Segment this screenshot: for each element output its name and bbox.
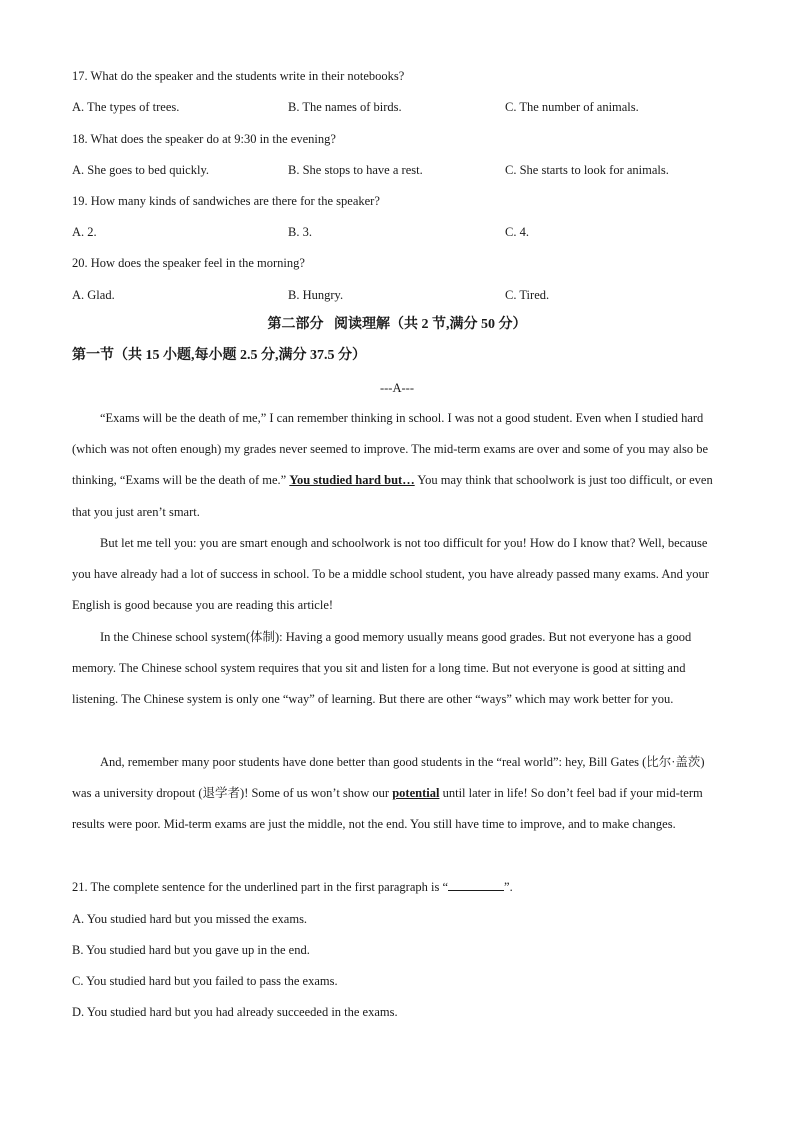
- q21-stem-a: 21. The complete sentence for the underlined part in the first paragraph is “: [72, 880, 449, 894]
- q21-option-c: C. You studied hard but you failed to pass the exams.: [72, 974, 338, 988]
- p2-text: But let me tell you: you are smart enough and schoolwork is not too difficult for you! How do I know that? Well, because you have already had a lot of success in school. To be a middle school student, you have already passed many exams. And your English is good because you are reading this article!: [72, 536, 709, 613]
- question-18: 18. What does the speaker do at 9:30 in the evening?: [72, 132, 336, 146]
- p1-underlined-text: You studied hard but…: [289, 473, 415, 488]
- q18-option-b: B. She stops to have a rest.: [288, 163, 423, 177]
- p4-underlined-word: potential: [392, 786, 440, 801]
- p4-text-a: And, remember many poor students have done better than good students in the “real world”: hey, Bill Gates (比尔·盖茨) was a university dropout (退学者)! Some of us won’t show our: [72, 755, 705, 801]
- passage-paragraph-1: [72, 403, 722, 528]
- q18-option-c: C. She starts to look for animals.: [505, 163, 669, 177]
- passage-paragraph-4: [72, 747, 722, 841]
- q19-option-b: B. 3.: [288, 225, 312, 239]
- question-21: [72, 879, 513, 895]
- question-20: 20. How does the speaker feel in the morning?: [72, 256, 305, 270]
- q18-option-a: A. She goes to bed quickly.: [72, 163, 210, 177]
- q21-stem-b: ”.: [504, 880, 513, 894]
- passage-paragraph-3: [72, 622, 722, 716]
- passage-paragraph-2: [72, 528, 722, 622]
- q21-option-d: D. You studied hard but you had already succeeded in the exams.: [72, 1005, 398, 1019]
- q20-option-c: C. Tired.: [505, 288, 550, 302]
- p1-text-a: “Exams will be the death of me,” I can remember thinking in school. I was not a good student. Even when I studied hard (which was not often enough) my grades never seemed to improve. The mid-term exams are over and some of you may also be thinking, “Exams will be the death of me.”: [72, 411, 709, 488]
- passage-label: ---A---: [379, 381, 414, 395]
- question-19: 19. How many kinds of sandwiches are there for the speaker?: [72, 194, 380, 208]
- p4-text-b: until later in life! So don’t feel bad if your mid-term results were poor. Mid-term exams are just the middle, not the end. You still have time to improve, and to make changes.: [72, 786, 703, 832]
- part2-title: 第二部分 阅读理解（共 2 节,满分 50 分）: [267, 317, 527, 332]
- answer-blank: [448, 879, 504, 891]
- question-17: 17. What do the speaker and the students write in their notebooks?: [72, 69, 405, 83]
- q17-option-a: A. The types of trees.: [72, 100, 180, 114]
- section1-title: 第一节（共 15 小题,每小题 2.5 分,满分 37.5 分）: [72, 348, 366, 363]
- q19-option-c: C. 4.: [505, 225, 529, 239]
- p1-text-b: You may think that schoolwork is just too difficult, or even that you just aren’t smart.: [72, 473, 713, 519]
- q20-option-a: A. Glad.: [72, 288, 115, 302]
- q17-option-b: B. The names of birds.: [288, 100, 402, 114]
- p3-text: In the Chinese school system(体制): Having a good memory usually means good grades. But not everyone has a good memory. The Chinese school system requires that you sit and listen for a long time. But not everyone is good at sitting and listening. The Chinese system is only one “way” of learning. But there are other “ways” which may work better for you.: [72, 630, 692, 707]
- q21-option-b: B. You studied hard but you gave up in the end.: [72, 943, 310, 957]
- q17-option-c: C. The number of animals.: [505, 100, 639, 114]
- q19-option-a: A. 2.: [72, 225, 97, 239]
- q21-option-a: A. You studied hard but you missed the exams.: [72, 912, 308, 926]
- q20-option-b: B. Hungry.: [288, 288, 344, 302]
